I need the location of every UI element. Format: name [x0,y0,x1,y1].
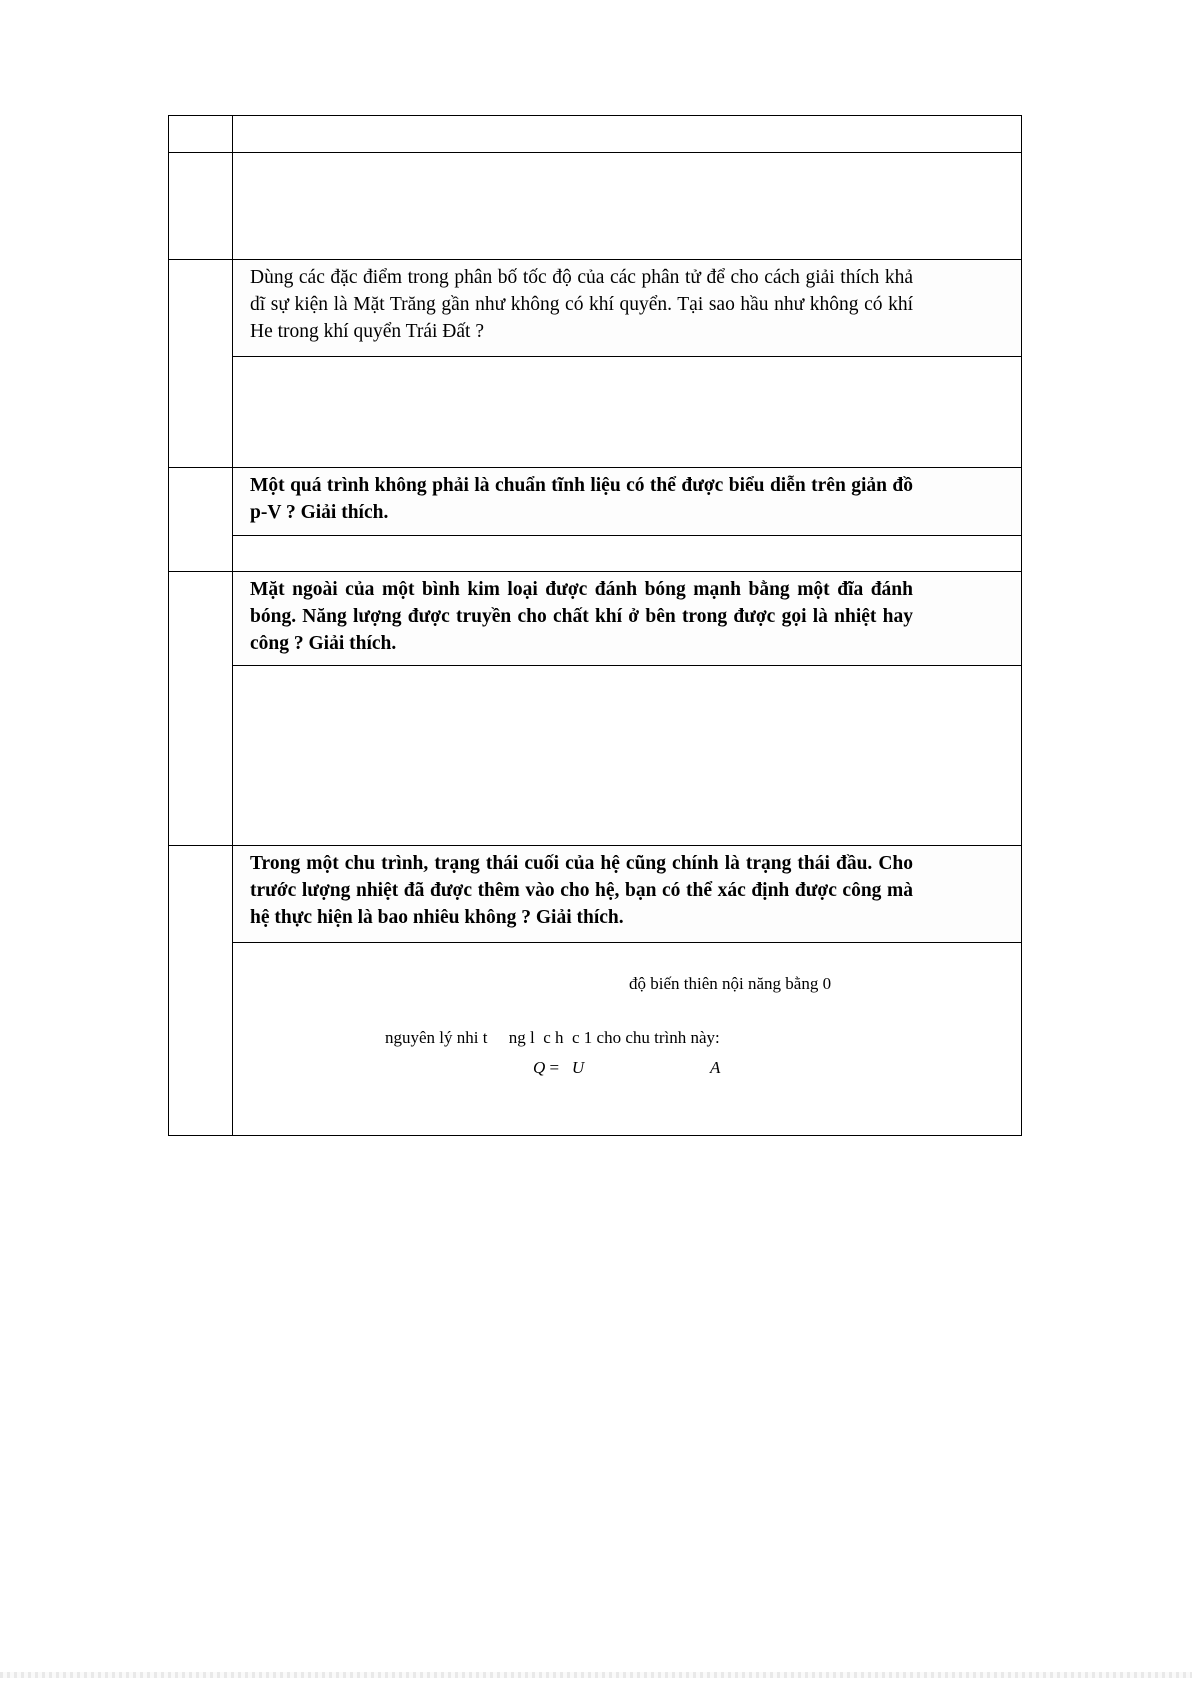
answer-line-first-law: nguyên lý nhi t ng l c h c 1 cho chu trình này: [385,1028,720,1047]
scan-artifact-band [0,1672,1192,1678]
question-4 [233,846,1021,942]
question-answer-table [168,115,1022,1136]
question-answer-divider [232,665,1021,666]
question-4-text: Trong một chu trình, trạng thái cuối của hệ cũng chính là trạng thái đầu. Cho trước lượng nhiệt đã được thêm vào cho hệ, bạn có thể xác định được công mà hệ thực hiện là bao nhiêu không ? Giải thích. [250,853,913,928]
heat-symbol: Q [533,1058,546,1077]
question-3 [233,572,1021,665]
internal-energy-symbol: U [571,1058,585,1077]
question-3-text: Mặt ngoài của một bình kim loại được đánh bóng mạnh bằng một đĩa đánh bóng. Năng lượng được truyền cho chất khí ở bên trong được gọi là nhiệt hay công ? Giải thích. [250,579,913,654]
question-1-text: Dùng các đặc điểm trong phân bố tốc độ của các phân tử để cho cách giải thích khả dĩ sự kiện là Mặt Trăng gần như không có khí quyển. Tại sao hầu như không có khí He trong khí quyển Trái Đất ? [250,267,913,342]
question-2-text: Một quá trình không phải là chuẩn tĩnh liệu có thể được biểu diễn trên giản đồ p-V ? Giải thích. [250,475,913,523]
work-symbol: A [710,1058,721,1077]
question-1 [233,260,1021,356]
row-divider [169,152,1021,153]
question-2 [233,468,1021,534]
question-answer-divider [232,535,1021,536]
answer-line-internal-energy: độ biến thiên nội năng bằng 0 [629,974,832,993]
first-law-equation [533,1058,584,1078]
question-answer-divider [232,356,1021,357]
question-answer-divider [232,942,1021,943]
equals-sign: = [545,1058,572,1077]
